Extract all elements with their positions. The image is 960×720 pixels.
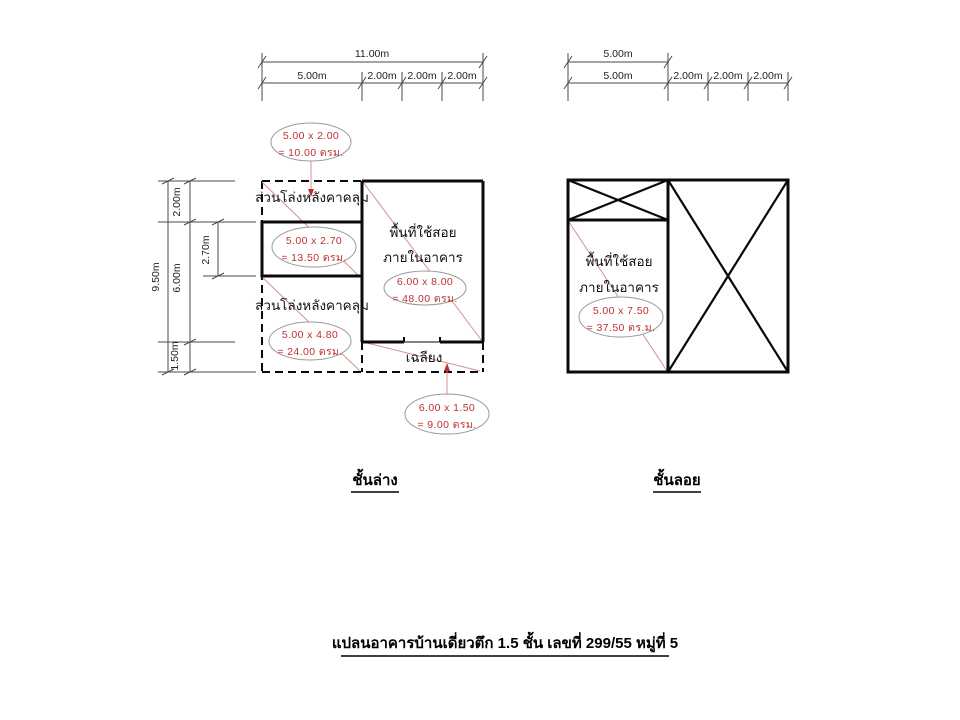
- dim-label-seg3: 1.50m: [169, 341, 181, 371]
- ground-left-dimensions: [150, 178, 256, 375]
- label-covered-open-area-bottom: ส่วนโล่งหลังคาคลุม: [255, 298, 369, 313]
- drawing-title: แปลนอาคารบ้านเดี่ยวตึก 1.5 ชั้น เลขที่ 299/55 หมู่ที่ 5: [331, 635, 679, 652]
- label-usable-area-line2: ภายในอาคาร: [579, 280, 659, 295]
- dim-label-seg4: 2.00m: [447, 70, 477, 82]
- dim-label-seg1: 5.00m: [297, 70, 327, 82]
- callout-dims: 6.00 x 8.00: [396, 276, 454, 288]
- callout-area: = 37.50 ตร.ม.: [586, 322, 656, 334]
- outer-wall: [568, 180, 788, 372]
- callout-area: = 9.00 ตรม.: [417, 419, 477, 431]
- dim-label-total-width: 5.00m: [603, 48, 633, 60]
- dim-label-seg2: 6.00m: [171, 263, 183, 293]
- dim-label-seg2: 2.00m: [367, 70, 397, 82]
- callout-dims: 5.00 x 4.80: [281, 329, 339, 341]
- label-usable-area-line1: พื้นที่ใช้สอย: [585, 254, 653, 269]
- callout-dims: 5.00 x 7.50: [592, 305, 650, 317]
- ground-floor-plan: [255, 123, 489, 434]
- void-cross-small: [568, 180, 668, 220]
- mezzanine-plan: [568, 180, 788, 372]
- dim-label-seg3: 2.00m: [407, 70, 437, 82]
- callout-dims: 5.00 x 2.70: [285, 235, 343, 247]
- dim-label-seg2: 2.00m: [673, 70, 703, 82]
- label-usable-area-line2: ภายในอาคาร: [383, 250, 463, 265]
- arrowhead-up: [444, 363, 450, 371]
- red-leader-line: [569, 222, 667, 371]
- callout-area: = 48.00 ตรม.: [392, 293, 458, 305]
- dim-label-seg3: 2.00m: [713, 70, 743, 82]
- ground-floor-caption: ชั้นล่าง: [352, 472, 398, 489]
- callout-area: = 13.50 ตรม.: [281, 252, 347, 264]
- dim-label-total-width: 11.00m: [354, 48, 390, 60]
- void-cross-large: [668, 180, 788, 372]
- callout-dims: 6.00 x 1.50: [418, 402, 476, 414]
- dim-label-seg4: 2.00m: [753, 70, 783, 82]
- dim-label-inner: 2.70m: [200, 235, 212, 265]
- dim-label-seg1: 5.00m: [603, 70, 633, 82]
- walls: [568, 180, 788, 372]
- dim-label-total-height: 9.50m: [150, 262, 162, 292]
- callout-area: = 24.00 ตรม.: [277, 346, 343, 358]
- callout-area: = 10.00 ตรม.: [278, 147, 344, 159]
- mezzanine-caption: ชั้นลอย: [653, 472, 701, 489]
- label-covered-open-area-top: ส่วนโล่งหลังคาคลุม: [255, 190, 369, 205]
- callout-dims: 5.00 x 2.00: [282, 130, 340, 142]
- label-usable-area-line1: พื้นที่ใช้สอย: [389, 225, 457, 240]
- mezzanine-top-dimensions: [564, 48, 792, 101]
- ground-top-dimensions: [258, 48, 487, 101]
- dim-label-seg1: 2.00m: [171, 187, 183, 217]
- area-callouts: [269, 123, 489, 434]
- label-porch: เฉลียง: [405, 350, 443, 365]
- captions: [332, 468, 701, 656]
